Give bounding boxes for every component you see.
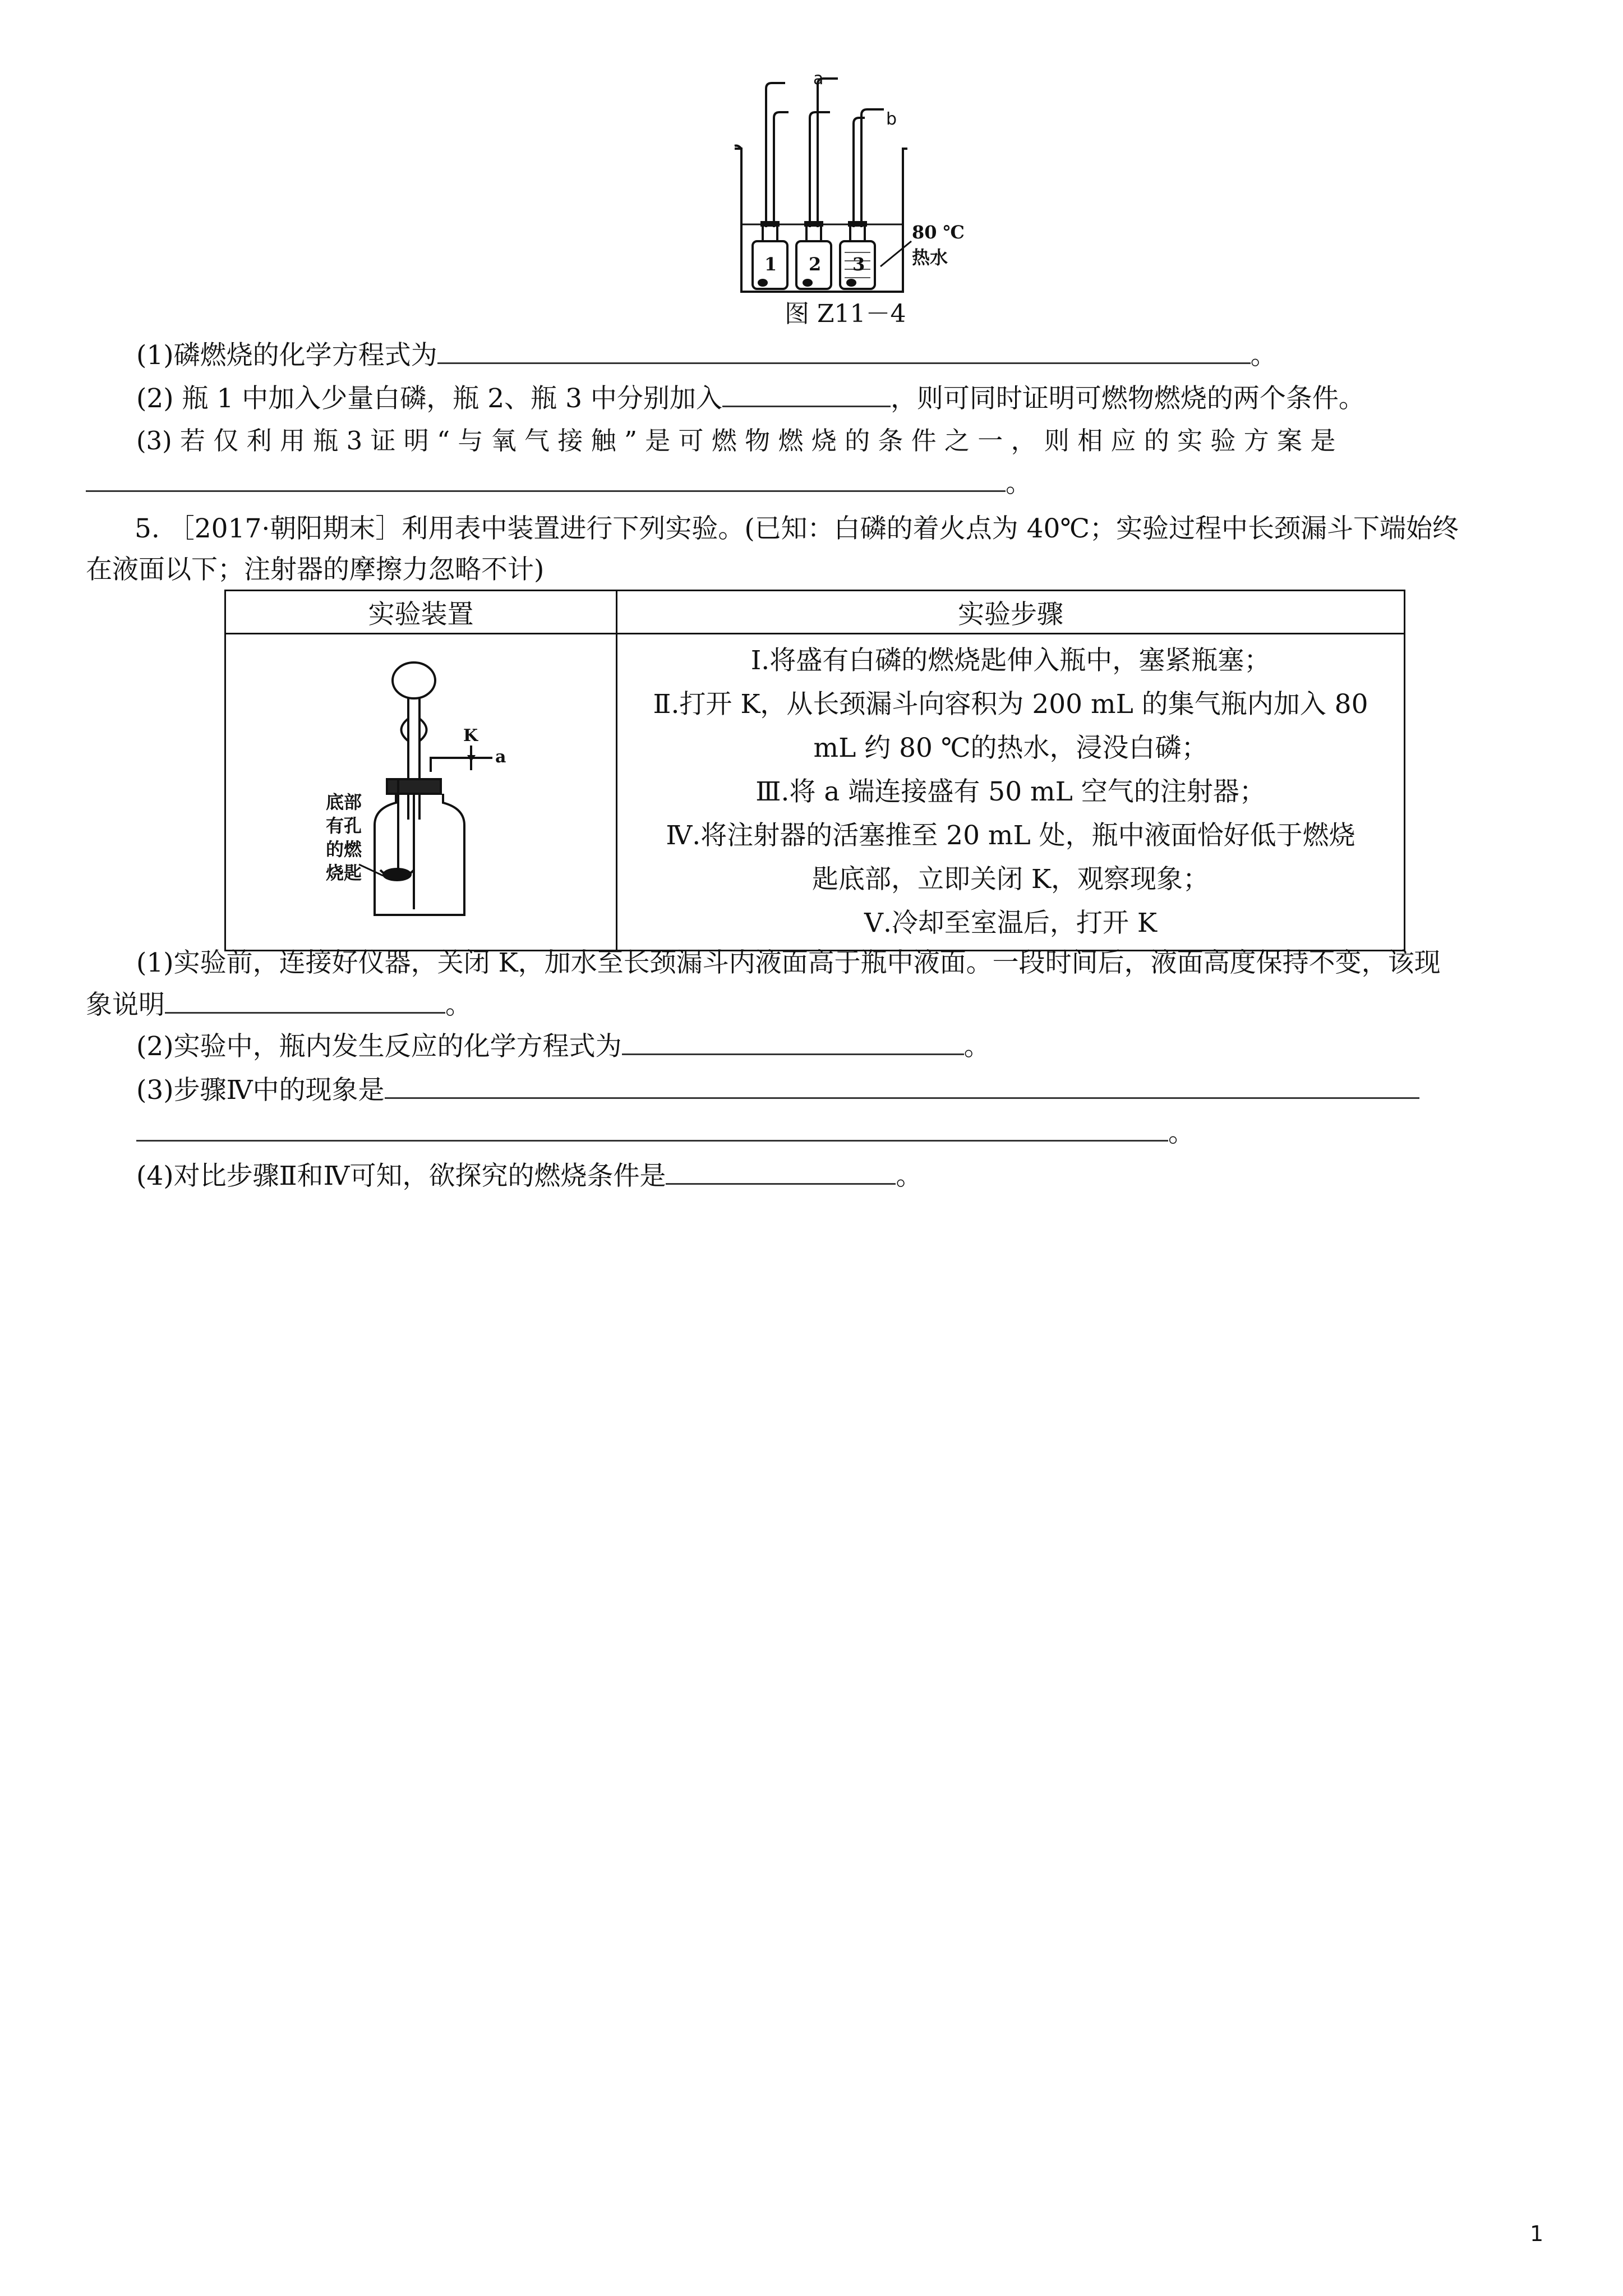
spoon-label-line: 烧匙 xyxy=(326,862,362,884)
page-number: 1 xyxy=(1530,2221,1544,2246)
q4-part1 xyxy=(136,339,1277,372)
table-header-steps: 实验步骤 xyxy=(617,591,1405,634)
step-4-line2: 匙底部，立即关闭 K，观察现象； xyxy=(811,864,1210,895)
q5-part2-text: (2)实验中，瓶内发生反应的化学方程式为 xyxy=(136,1031,622,1062)
q5-part3-answer-blank-1[interactable] xyxy=(385,1075,1419,1099)
q4-part1-answer-blank[interactable] xyxy=(437,340,1251,364)
bottle-3-label: 3 xyxy=(852,254,865,275)
apparatus-cell xyxy=(225,634,617,951)
step-1: Ⅰ.将盛有白磷的燃烧匙伸入瓶中，塞紧瓶塞； xyxy=(750,645,1271,676)
step-5: Ⅴ.冷却至室温后，打开 K xyxy=(864,908,1157,938)
q4-part1-end: 。 xyxy=(1250,340,1277,371)
hot-water-label: 热水 xyxy=(912,247,948,268)
steps-cell xyxy=(617,634,1405,951)
q4-part3-answer-blank[interactable] xyxy=(86,468,1006,492)
step-2-line2: mL 约 80 ℃的热水，浸没白磷； xyxy=(813,733,1208,763)
q5-part4 xyxy=(136,1159,922,1193)
q5-part4-text: (4)对比步骤Ⅱ和Ⅳ可知，欲探究的燃烧条件是 xyxy=(136,1161,666,1191)
q4-part3-line1: (3) 若 仅 利 用 瓶 3 证 明 “ 与 氧 气 接 触 ” 是 可 燃 物 燃 烧 的 条 件 之 一 ， 则 相 应 的 实 验 方 案 是 xyxy=(136,426,1336,455)
figure-beaker-bottles xyxy=(718,73,976,309)
q5-part3-line1 xyxy=(136,1074,1419,1107)
spoon-label-line: 有孔 xyxy=(326,815,362,836)
q4-part2-end: ，则可同时证明可燃物燃烧的两个条件。 xyxy=(890,383,1365,414)
q5-part1-text: 象说明 xyxy=(86,990,165,1020)
q4-part1-text: (1)磷燃烧的化学方程式为 xyxy=(136,340,437,371)
bottle-2-label: 2 xyxy=(809,254,822,275)
fig1-label-a: a xyxy=(813,73,824,89)
apparatus-label-k: K xyxy=(463,726,478,746)
q4-part2-text: (2) 瓶 1 中加入少量白磷，瓶 2、瓶 3 中分别加入 xyxy=(136,383,722,414)
q5-part2-end: 。 xyxy=(963,1031,990,1062)
figure1-caption: 图 Z11－4 xyxy=(785,300,906,328)
spoon-label-line: 的燃 xyxy=(326,839,362,860)
step-3: Ⅲ.将 a 端连接盛有 50 mL 空气的注射器； xyxy=(755,776,1266,807)
q5-part3-line2 xyxy=(136,1116,1195,1150)
q5-part3-answer-blank-2[interactable] xyxy=(136,1117,1168,1142)
apparatus-label-a: a xyxy=(495,747,506,767)
q4-part3-end: 。 xyxy=(1006,468,1032,499)
q5-part2-answer-blank[interactable] xyxy=(622,1031,964,1055)
q5-part4-end: 。 xyxy=(896,1161,923,1191)
bottle-1-label: 1 xyxy=(764,254,777,275)
experiment-table xyxy=(224,590,1405,951)
q5-intro-line1: 5. ［2017·朝阳期末］利用表中装置进行下列实验。(已知：白磷的着火点为 40℃；实验过程中长颈漏斗下端始终 xyxy=(135,513,1459,544)
spoon-label xyxy=(326,790,362,885)
q5-part3-end: 。 xyxy=(1168,1117,1195,1148)
q5-part1-line2 xyxy=(86,988,472,1022)
step-2-line1: Ⅱ.打开 K，从长颈漏斗向容积为 200 mL 的集气瓶内加入 80 xyxy=(653,689,1368,720)
q5-part1-end: 。 xyxy=(445,990,472,1020)
q5-part2 xyxy=(136,1030,990,1064)
temp-label: 80 ℃ xyxy=(912,222,965,243)
q5-part1-answer-blank[interactable] xyxy=(165,990,445,1014)
q4-part2-answer-blank[interactable] xyxy=(722,383,891,407)
table-header-apparatus: 实验装置 xyxy=(225,591,617,634)
q5-intro-line2: 在液面以下；注射器的摩擦力忽略不计) xyxy=(86,554,545,585)
q4-part2 xyxy=(136,382,1365,416)
fig1-label-b: b xyxy=(886,109,897,129)
q5-part4-answer-blank[interactable] xyxy=(666,1161,896,1185)
step-4-line1: Ⅳ.将注射器的活塞推至 20 mL 处，瓶中液面恰好低于燃烧 xyxy=(666,820,1355,851)
spoon-label-line: 底部 xyxy=(326,792,362,813)
q4-part3-line2 xyxy=(86,467,1032,500)
q5-part1-line1: (1)实验前，连接好仪器，关闭 K，加水至长颈漏斗内液面高于瓶中液面。一段时间后，液面高度保持不变，该现 xyxy=(136,947,1441,978)
q5-part3-text: (3)步骤Ⅳ中的现象是 xyxy=(136,1075,385,1106)
